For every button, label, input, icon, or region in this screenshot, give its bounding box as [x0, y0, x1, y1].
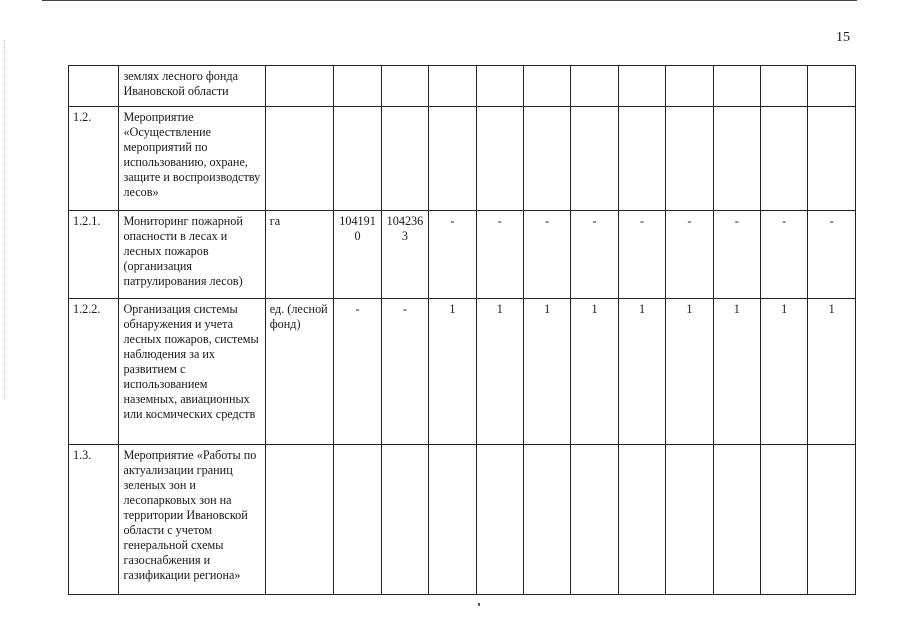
value-cell — [761, 66, 808, 107]
row-name: Мероприятие «Работы по актуализации границ зеленых зон и лесопарковых зон на территории Ивановской области с учетом генеральной схемы газоснабжения и газификации региона» — [119, 445, 265, 595]
value-cell: - — [618, 211, 665, 299]
value-cell — [334, 445, 381, 595]
table-row — [69, 66, 856, 107]
row-name: землях лесного фонда Ивановской области — [119, 66, 265, 107]
value-cell — [523, 66, 570, 107]
value-cell: 1 — [476, 299, 523, 445]
value-cell — [523, 445, 570, 595]
value-cell: 1 — [713, 299, 760, 445]
table-row — [69, 211, 856, 299]
value-cell: 1 — [523, 299, 570, 445]
value-cell: 1 — [618, 299, 665, 445]
value-cell: - — [666, 211, 713, 299]
table-row — [69, 107, 856, 211]
value-cell: - — [381, 299, 428, 445]
row-unit: ед. (лесной фонд) — [265, 299, 334, 445]
value-cell: 1 — [429, 299, 476, 445]
value-cell: 1042363 — [381, 211, 428, 299]
row-number: 1.3. — [69, 445, 119, 595]
value-cell — [808, 66, 856, 107]
value-cell — [761, 445, 808, 595]
value-cell — [381, 445, 428, 595]
value-cell — [761, 107, 808, 211]
scan-margin-marks — [4, 40, 9, 400]
value-cell — [381, 107, 428, 211]
value-cell — [476, 107, 523, 211]
value-cell: 1 — [808, 299, 856, 445]
row-number: 1.2.1. — [69, 211, 119, 299]
scan-dot — [478, 603, 480, 606]
value-cell: - — [713, 211, 760, 299]
value-cell — [713, 107, 760, 211]
value-cell — [523, 107, 570, 211]
value-cell — [334, 107, 381, 211]
table-row — [69, 299, 856, 445]
value-cell: - — [761, 211, 808, 299]
value-cell — [571, 445, 618, 595]
value-cell: 1 — [666, 299, 713, 445]
value-cell: 1 — [571, 299, 618, 445]
value-cell: 1041910 — [334, 211, 381, 299]
value-cell — [618, 445, 665, 595]
value-cell — [429, 66, 476, 107]
value-cell — [571, 107, 618, 211]
row-name: Организация системы обнаружения и учета лесных пожаров, системы наблюдения за их развитием с использованием наземных, авиационных или космических средств — [119, 299, 265, 445]
value-cell: - — [808, 211, 856, 299]
measures-table — [68, 65, 856, 595]
value-cell — [334, 66, 381, 107]
value-cell — [381, 66, 428, 107]
value-cell: - — [429, 211, 476, 299]
value-cell — [666, 66, 713, 107]
value-cell — [618, 107, 665, 211]
row-number: 1.2.2. — [69, 299, 119, 445]
value-cell — [429, 107, 476, 211]
row-unit — [265, 107, 334, 211]
page-number: 15 — [836, 30, 850, 45]
top-rule — [42, 0, 857, 2]
row-name: Мониторинг пожарной опасности в лесах и лесных пожаров (организация патрулирования лесов) — [119, 211, 265, 299]
value-cell — [429, 445, 476, 595]
row-name: Мероприятие «Осуществление мероприятий по использованию, охране, защите и воспроизводству лесов» — [119, 107, 265, 211]
row-unit — [265, 445, 334, 595]
table-row — [69, 445, 856, 595]
value-cell — [666, 445, 713, 595]
value-cell — [618, 66, 665, 107]
row-unit — [265, 66, 334, 107]
value-cell: - — [571, 211, 618, 299]
row-unit: га — [265, 211, 334, 299]
value-cell — [713, 445, 760, 595]
row-number: 1.2. — [69, 107, 119, 211]
value-cell: - — [476, 211, 523, 299]
value-cell — [476, 66, 523, 107]
value-cell — [476, 445, 523, 595]
value-cell — [713, 66, 760, 107]
value-cell: - — [334, 299, 381, 445]
value-cell — [666, 107, 713, 211]
value-cell: 1 — [761, 299, 808, 445]
value-cell: - — [523, 211, 570, 299]
value-cell — [571, 66, 618, 107]
value-cell — [808, 107, 856, 211]
value-cell — [808, 445, 856, 595]
row-number — [69, 66, 119, 107]
